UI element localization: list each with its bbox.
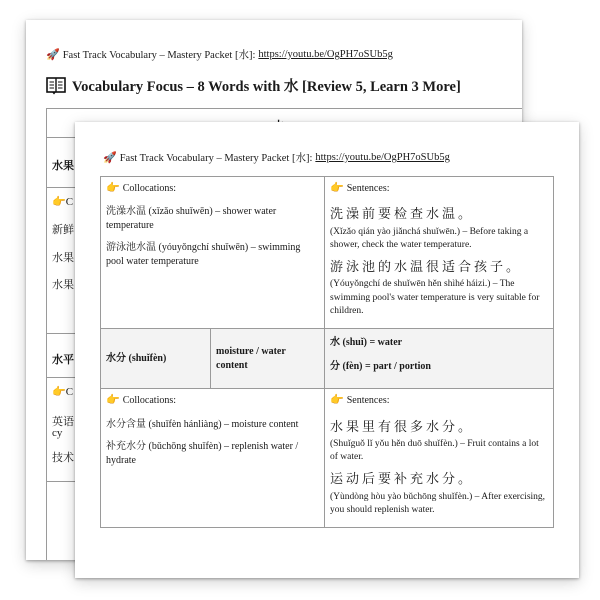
collocations-label: 👉C: [52, 196, 74, 208]
character-breakdown: 水 (shuǐ) = water: [330, 337, 403, 349]
rocket-icon: 🚀: [103, 152, 117, 164]
pointing-hand-icon: 👉: [106, 394, 120, 407]
page-title: [46, 75, 461, 96]
collocation-item: 水分含量 (shuǐfèn hánliàng) – moisture content: [106, 418, 299, 430]
front-header: [103, 150, 450, 165]
collocation-fragment: 水果: [52, 279, 74, 291]
collocation-fragment: 技术: [52, 452, 74, 464]
word-cell: 水平: [52, 354, 74, 366]
sentence-translation: (Yóuyǒngchí de shuǐwēn hěn shìhé háizi.) – The swimming pool's water temperature is very suitable for children.: [330, 279, 540, 316]
sentences-label: 👉 Sentences:: [330, 181, 548, 196]
title-text: Vocabulary Focus – 8 Words with 水 [Review 5, Learn 3 More]: [72, 79, 461, 95]
collocation-item: 洗澡水温 (xǐzǎo shuǐwēn) – shower water temperature: [106, 206, 277, 232]
sentences-label: 👉 Sentences:: [330, 393, 548, 408]
sentence-chinese: 游泳池的水温很适合孩子。: [330, 259, 523, 275]
pointing-hand-icon: 👉: [330, 394, 344, 407]
collocations-cell: [101, 389, 325, 528]
collocations-label: 👉 Collocations:: [106, 181, 319, 196]
characters-cell: [325, 329, 554, 389]
front-page: [75, 122, 579, 578]
video-link[interactable]: https://youtu.be/OgPH7oSUb5g: [315, 152, 450, 163]
sentence-translation: (Yùndòng hòu yào bǔchōng shuǐfèn.) – After exercising, you should replenish water.: [330, 491, 546, 515]
collocations-label: 👉C: [52, 386, 74, 398]
word-cell: 水果: [52, 160, 74, 172]
word-cell: 水分 (shuǐfèn): [101, 329, 211, 389]
table-row: [101, 389, 554, 528]
sentence-chinese: 水果里有很多水分。: [330, 418, 475, 434]
table-row: [101, 329, 554, 389]
collocations-cell: [101, 177, 325, 329]
collocation-fragment: 英语: [52, 416, 74, 428]
back-header: [46, 47, 393, 62]
sentences-cell: [325, 177, 554, 329]
definition-cell: moisture / water content: [211, 329, 325, 389]
video-link[interactable]: https://youtu.be/OgPH7oSUb5g: [258, 49, 393, 60]
pointing-hand-icon: 👉: [106, 182, 120, 194]
sentences-cell: [325, 389, 554, 528]
rocket-icon: 🚀: [46, 49, 60, 61]
table-row: [101, 177, 554, 329]
collocation-item: 补充水分 (bǔchōng shuǐfèn) – replenish water / hydrate: [106, 440, 299, 466]
sentence-translation: (Shuǐguǒ lǐ yǒu hěn duō shuǐfèn.) – Fruit contains a lot of water.: [330, 438, 539, 463]
open-book-icon: [46, 77, 66, 95]
header-prefix: Fast Track Vocabulary – Mastery Packet [水]:: [62, 50, 256, 61]
pointing-hand-icon: 👉: [52, 386, 66, 398]
collocations-label: 👉 Collocations:: [106, 393, 319, 408]
character-breakdown: 分 (fèn) = part / portion: [330, 361, 431, 373]
pointing-hand-icon: 👉: [52, 196, 66, 208]
collocation-fragment: 新鲜: [52, 224, 74, 236]
sentence-chinese: 洗澡前要检查水温。: [330, 206, 475, 222]
pointing-hand-icon: 👉: [330, 182, 344, 194]
collocation-item: 游泳池水温 (yóuyǒngchí shuǐwēn) – swimming pool water temperature: [106, 242, 301, 268]
collocation-fragment: cy: [52, 427, 63, 439]
sentence-translation: (Xǐzǎo qián yào jiǎnchá shuǐwēn.) – Before taking a shower, check the water temperature.: [330, 226, 529, 250]
sentence-chinese: 运动后要补充水分。: [330, 471, 475, 487]
vocab-table: [100, 176, 554, 528]
collocation-fragment: 水果: [52, 252, 74, 264]
header-prefix: Fast Track Vocabulary – Mastery Packet [水]:: [119, 153, 313, 164]
